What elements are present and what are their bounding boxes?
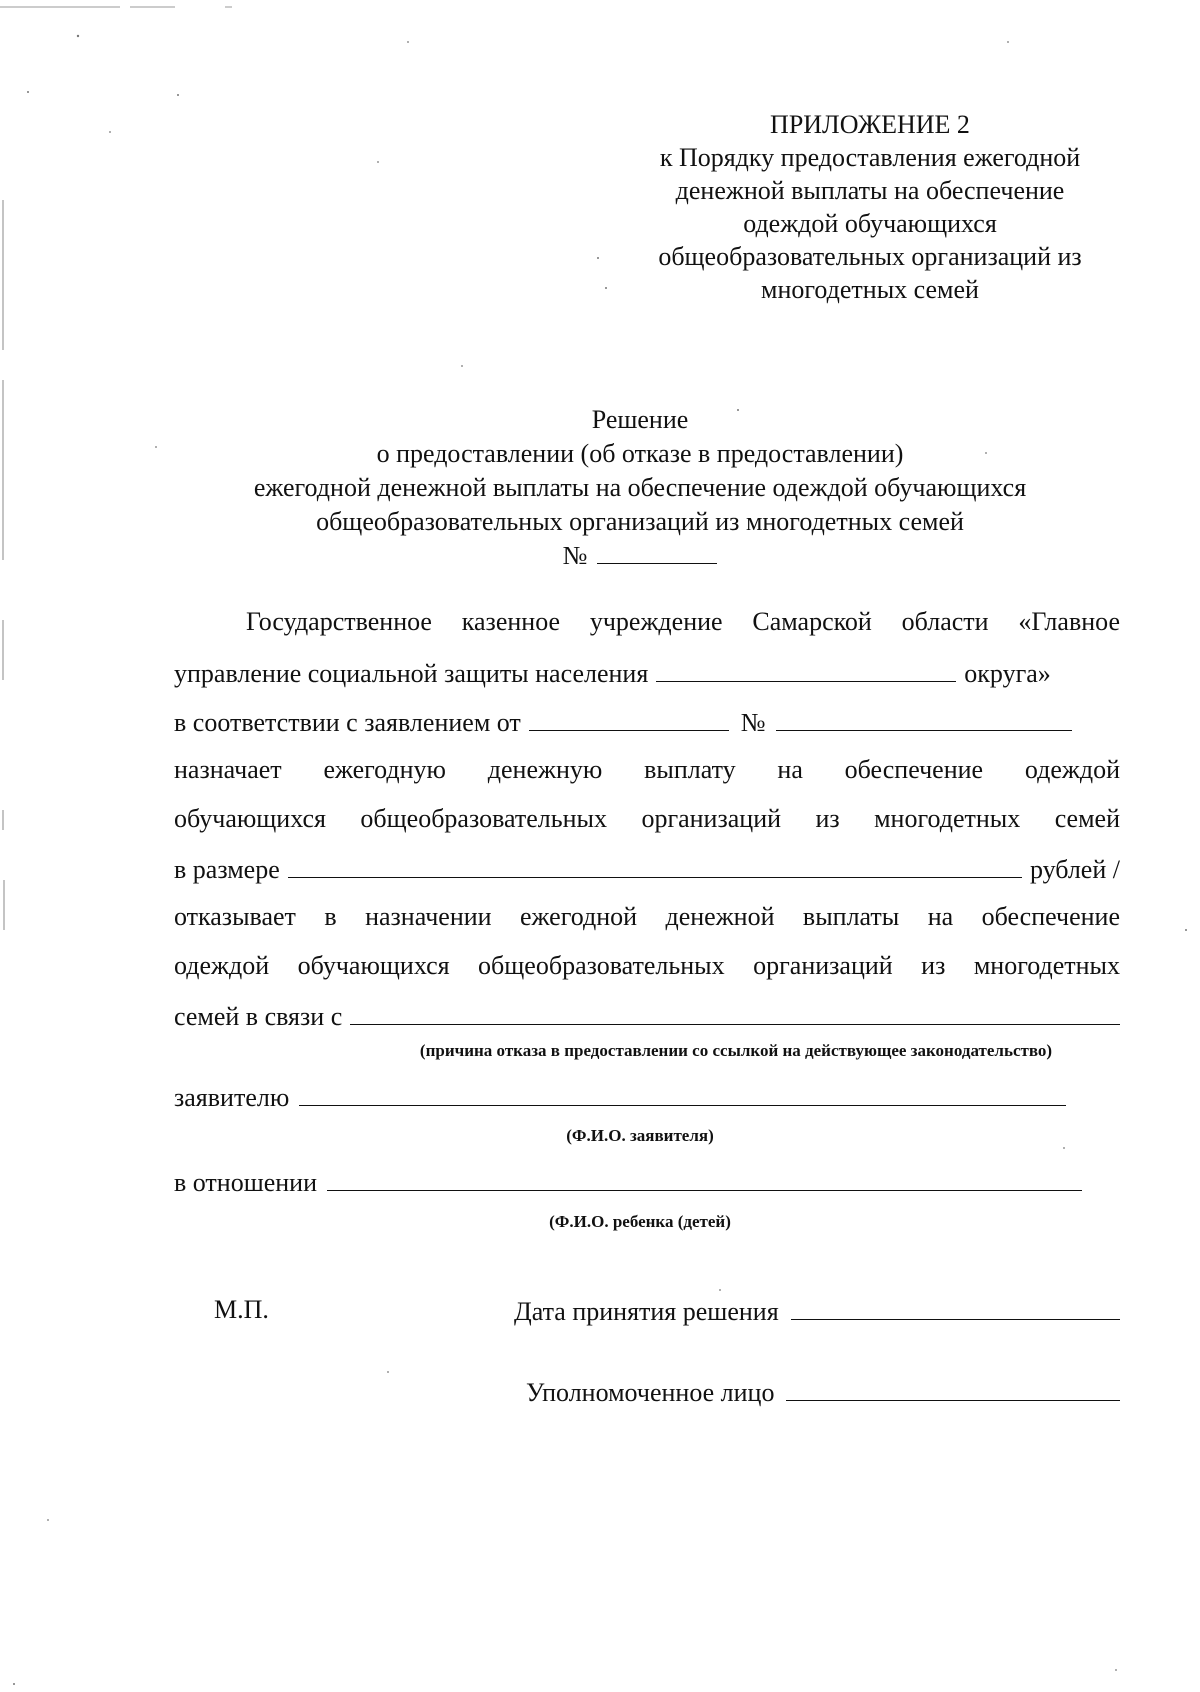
annex-title: ПРИЛОЖЕНИЕ 2: [770, 110, 970, 139]
refuses-line-3: семей в связи с: [174, 1002, 343, 1031]
official-label: Уполномоченное лицо: [526, 1378, 775, 1407]
refuses-line-1: отказывает в назначении ежегодной денежной выплаты на обеспечение: [174, 902, 1120, 931]
refuses-line-2: одеждой обучающихся общеобразовательных организаций из многодетных: [174, 951, 1120, 980]
annex-line: общеобразовательных организаций из: [658, 242, 1082, 271]
decision-title: Решение: [591, 405, 689, 434]
decision-number-label: №: [562, 541, 588, 570]
annex-line: многодетных семей: [761, 275, 979, 304]
assigns-line-2: обучающихся общеобразовательных организаций из многодетных семей: [174, 804, 1120, 833]
regarding-label: в отношении: [174, 1168, 318, 1197]
stamp-place: М.П.: [214, 1295, 269, 1324]
assigns-line-1: назначает ежегодную денежную выплату на обеспечение одеждой: [174, 755, 1120, 784]
child-caption: (Ф.И.О. ребенка (детей): [549, 1212, 731, 1231]
annex-line: денежной выплаты на обеспечение: [675, 176, 1065, 205]
application-from-label: в соответствии с заявлением от: [174, 708, 521, 737]
applicant-label: заявителю: [174, 1083, 290, 1112]
decision-subtitle-line: ежегодной денежной выплаты на обеспечение одеждой обучающихся: [253, 473, 1027, 502]
annex-line: одеждой обучающихся: [743, 209, 997, 238]
decision-subtitle-line: общеобразовательных организаций из многодетных семей: [316, 507, 964, 536]
annex-line: к Порядку предоставления ежегодной: [659, 143, 1081, 172]
decision-subtitle-line: о предоставлении (об отказе в предоставлении): [376, 439, 904, 468]
decision-date-label: Дата принятия решения: [514, 1297, 779, 1326]
amount-unit: рублей /: [1029, 855, 1120, 884]
refusal-reason-caption: (причина отказа в предоставлении со ссылкой на действующее законодательство): [419, 1041, 1053, 1060]
institution-line: Государственное казенное учреждение Самарской области «Главное: [246, 607, 1120, 636]
application-number-label: №: [740, 708, 766, 737]
institution-line-start: управление социальной защиты населения: [174, 659, 649, 688]
institution-line-end: округа»: [964, 659, 1051, 688]
applicant-caption: (Ф.И.О. заявителя): [566, 1126, 714, 1145]
amount-label: в размере: [174, 855, 280, 884]
